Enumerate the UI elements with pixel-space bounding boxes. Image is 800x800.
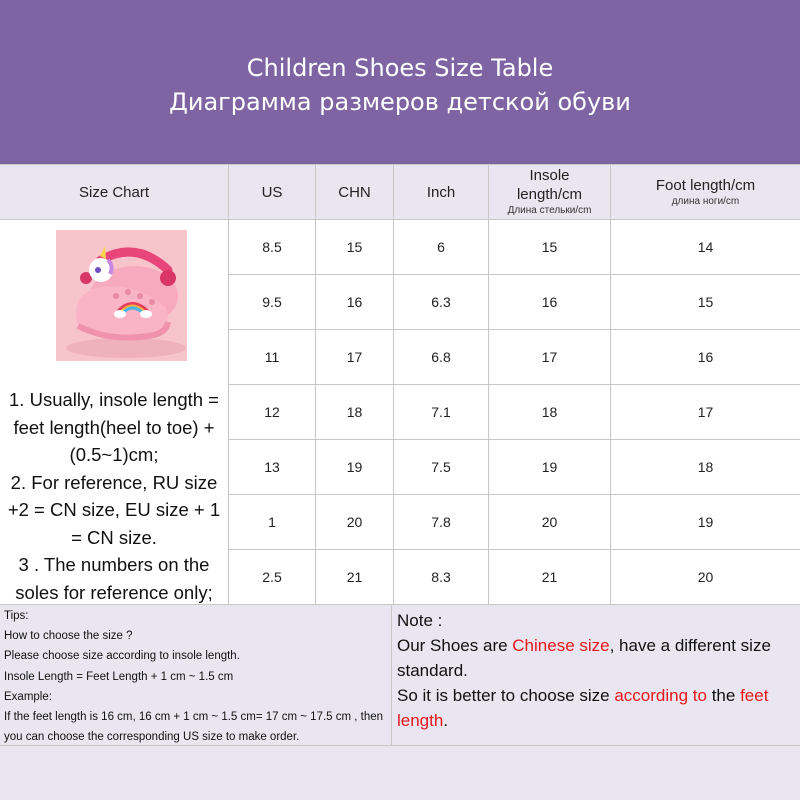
grid-line xyxy=(315,164,316,605)
note-highlight-chinese-size: Chinese size xyxy=(512,636,610,655)
cell-insole: 19 xyxy=(541,459,558,475)
cell-insole: 15 xyxy=(541,239,558,255)
note-paragraph-1: Our Shoes are Chinese size, have a different size standard. xyxy=(397,636,771,680)
cell-insole: 20 xyxy=(541,514,558,530)
cell-inch: 6 xyxy=(437,239,445,255)
cell-foot: 16 xyxy=(697,349,714,365)
note-paragraph-2: So it is better to choose size according to the feet length. xyxy=(397,686,769,730)
cell-foot: 20 xyxy=(697,569,714,585)
cell-inch: 7.8 xyxy=(431,514,451,530)
header-size-chart: Size Chart xyxy=(0,165,228,219)
grid-line xyxy=(0,219,800,220)
tips-formula: Insole Length = Feet Length + 1 cm ~ 1.5 cm xyxy=(4,670,234,683)
tips-choose: Please choose size according to insole length. xyxy=(4,650,240,663)
note-highlight-feet-length: feet length xyxy=(397,686,769,730)
note-ru-eu: 2. For reference, RU size +2 = CN size, EU size + 1 = CN size. xyxy=(7,471,221,548)
pink-clog-image xyxy=(56,230,187,361)
title-banner xyxy=(0,0,800,164)
header-insole-label-ru: Длина стельки/cm xyxy=(507,205,592,216)
cell-foot: 14 xyxy=(697,239,714,255)
title-russian: Диаграмма размеров детской обуви xyxy=(169,88,631,116)
cell-insole: 16 xyxy=(541,294,558,310)
cell-insole: 18 xyxy=(541,404,558,420)
shoe-photo xyxy=(56,230,187,361)
cell-inch: 7.5 xyxy=(431,459,451,475)
grid-line xyxy=(610,164,611,605)
cell-foot: 15 xyxy=(697,294,714,310)
note-insole: 1. Usually, insole length = feet length(heel to toe) + (0.5~1)cm; xyxy=(9,389,219,465)
cell-inch: 6.3 xyxy=(431,294,451,310)
cell-us: 2.5 xyxy=(262,569,282,585)
cell-us: 11 xyxy=(264,349,280,365)
cell-inch: 8.3 xyxy=(431,569,451,585)
header-chn: CHN xyxy=(316,165,393,219)
note-soles: 3 . The numbers on the soles for reference only; xyxy=(15,554,213,603)
cell-chn: 16 xyxy=(346,294,363,310)
cell-chn: 19 xyxy=(346,459,363,475)
tips-panel xyxy=(0,605,391,745)
cell-us: 1 xyxy=(268,514,276,530)
cell-inch: 6.8 xyxy=(431,349,451,365)
header-inch: Inch xyxy=(394,165,488,219)
cell-insole: 17 xyxy=(541,349,558,365)
header-insole-length xyxy=(489,165,610,219)
cell-insole: 21 xyxy=(541,569,558,585)
tips-example-label: Example: xyxy=(4,690,52,703)
title-english: Children Shoes Size Table xyxy=(246,54,554,82)
header-insole-label: Insole length/cm xyxy=(516,167,583,203)
tips-heading: Tips: xyxy=(4,610,29,622)
cell-inch: 7.1 xyxy=(431,404,451,420)
grid-line xyxy=(228,164,229,605)
grid-line xyxy=(393,164,394,605)
note-highlight-according-to: according to xyxy=(614,686,707,705)
header-foot-length xyxy=(611,165,800,219)
header-foot-label-ru: длина ноги/cm xyxy=(671,195,740,207)
grid-line xyxy=(488,164,489,605)
bottom-strip xyxy=(0,746,800,800)
cell-us: 12 xyxy=(264,404,280,420)
cell-chn: 21 xyxy=(346,569,363,585)
grid-line xyxy=(391,604,392,746)
cell-chn: 20 xyxy=(346,514,363,530)
note-title: Note : xyxy=(397,611,443,630)
grid-line xyxy=(0,164,800,165)
left-panel xyxy=(0,220,228,604)
cell-foot: 19 xyxy=(697,514,714,530)
tips-how-to: How to choose the size ? xyxy=(4,630,133,643)
cell-foot: 17 xyxy=(697,404,714,420)
cell-us: 9.5 xyxy=(262,294,282,310)
cell-chn: 15 xyxy=(346,239,363,255)
cell-foot: 18 xyxy=(697,459,714,475)
header-us: US xyxy=(229,165,315,219)
cell-chn: 18 xyxy=(346,404,363,420)
cell-chn: 17 xyxy=(346,349,363,365)
cell-us: 13 xyxy=(264,459,280,475)
tips-example: If the feet length is 16 cm, 16 cm + 1 cm ~ 1.5 cm= 17 cm ~ 17.5 cm , then you can choose the corresponding US size to make order. xyxy=(4,711,384,744)
grid-line xyxy=(0,604,800,605)
header-foot-label: Foot length/cm xyxy=(655,176,756,194)
note-panel xyxy=(392,605,800,745)
cell-us: 8.5 xyxy=(262,239,282,255)
size-notes xyxy=(2,386,226,606)
grid-line xyxy=(0,745,800,746)
